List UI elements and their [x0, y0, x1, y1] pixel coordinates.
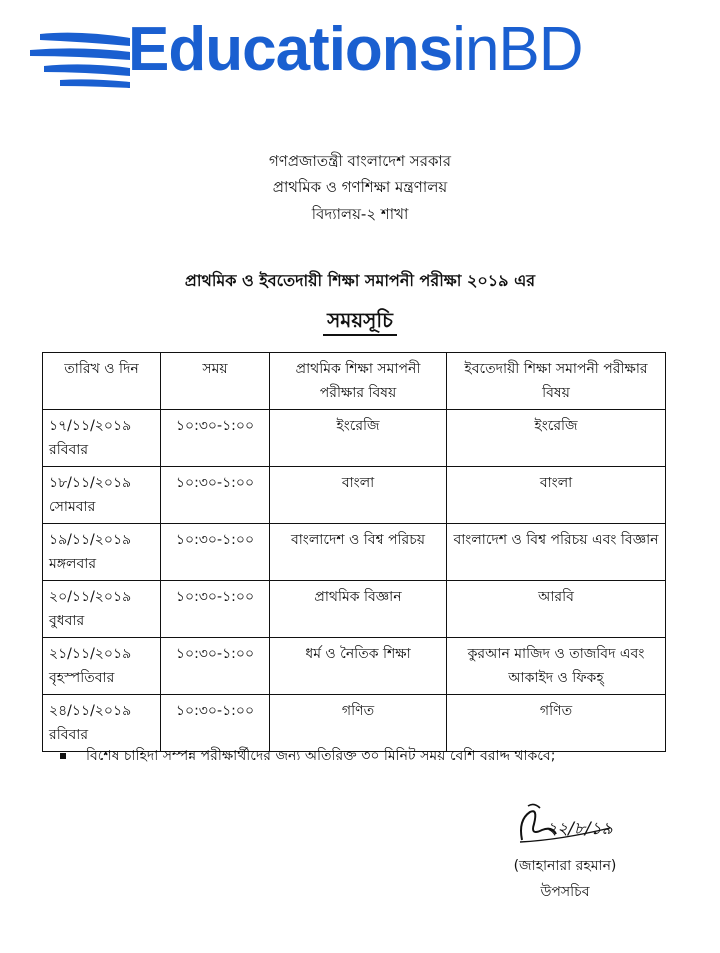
signature-date: ২২/৮/১৯ [546, 819, 613, 839]
table-row [43, 638, 666, 695]
day: বুধবার [49, 613, 85, 629]
table-row [43, 410, 666, 467]
ministry-name: প্রাথমিক ও গণশিক্ষা মন্ত্রণালয় [272, 178, 448, 196]
ebtedayee-subject-cell: ইংরেজি [447, 410, 666, 467]
ebtedayee-subject-cell: আরবি [447, 581, 666, 638]
logo-text [128, 14, 583, 85]
signatory-title: উপসচিব [540, 884, 590, 900]
exam-schedule-table [42, 352, 666, 752]
day: রবিবার [49, 727, 89, 743]
table-row [43, 581, 666, 638]
ebtedayee-subject-cell: কুরআন মাজিদ ও তাজবিদ এবং আকাইদ ও ফিকহ্ [447, 638, 666, 695]
date: ২৪/১১/২০১৯ [49, 703, 132, 719]
time-cell: ১০:৩০-১:০০ [161, 524, 270, 581]
ebtedayee-subject-cell: গণিত [447, 695, 666, 752]
exam-title: প্রাথমিক ও ইবতেদায়ী শিক্ষা সমাপনী পরীক্ষা ২০১৯ এর [184, 271, 536, 290]
government-name: গণপ্রজাতন্ত্রী বাংলাদেশ সরকার [268, 152, 452, 170]
table-row [43, 695, 666, 752]
date: ১৮/১১/২০১৯ [49, 475, 132, 491]
bullet-icon [60, 753, 66, 759]
table-header-row [43, 353, 666, 410]
note-text: বিশেষ চাহিদা সম্পন্ন পরীক্ষার্থীদের জন্য অতিরিক্ত ৩০ মিনিট সময় বেশি বরাদ্দ থাকবে; [86, 748, 556, 764]
schedule-title [0, 306, 720, 339]
table-row [43, 467, 666, 524]
ebtedayee-subject-cell: বাংলাদেশ ও বিশ্ব পরিচয় এবং বিজ্ঞান [447, 524, 666, 581]
date: ২০/১১/২০১৯ [49, 589, 132, 605]
date: ১৭/১১/২০১৯ [49, 418, 132, 434]
date: ১৯/১১/২০১৯ [49, 532, 132, 548]
primary-subject-cell: ধর্ম ও নৈতিক শিক্ষা [270, 638, 447, 695]
day: মঙ্গলবার [49, 556, 97, 572]
special-needs-note [60, 744, 555, 768]
time-cell: ১০:৩০-১:০০ [161, 695, 270, 752]
day: সোমবার [49, 499, 96, 515]
day: রবিবার [49, 442, 89, 458]
time-cell: ১০:৩০-১:০০ [161, 581, 270, 638]
primary-subject-cell: গণিত [270, 695, 447, 752]
header-date-day: তারিখ ও দিন [43, 353, 161, 410]
date-day-cell [43, 467, 161, 524]
time-cell: ১০:৩০-১:০০ [161, 467, 270, 524]
signature-image [500, 800, 630, 850]
site-logo [30, 12, 680, 102]
header-ebtedayee-subject: ইবতেদায়ী শিক্ষা সমাপনী পরীক্ষার বিষয় [447, 353, 666, 410]
primary-subject-cell: ইংরেজি [270, 410, 447, 467]
date-day-cell [43, 638, 161, 695]
signatory-name: (জাহানারা রহমান) [513, 858, 617, 874]
primary-subject-cell: প্রাথমিক বিজ্ঞান [270, 581, 447, 638]
schedule-title-text: সময়সূচি [323, 308, 397, 336]
date: ২১/১১/২০১৯ [49, 646, 132, 662]
ebtedayee-subject-cell: বাংলা [447, 467, 666, 524]
date-day-cell [43, 581, 161, 638]
date-day-cell [43, 695, 161, 752]
primary-subject-cell: বাংলাদেশ ও বিশ্ব পরিচয় [270, 524, 447, 581]
date-day-cell [43, 524, 161, 581]
header-primary-subject: প্রাথমিক শিক্ষা সমাপনী পরীক্ষার বিষয় [270, 353, 447, 410]
date-day-cell [43, 410, 161, 467]
header-time: সময় [161, 353, 270, 410]
branch-name: বিদ্যালয়-২ শাখা [311, 205, 409, 223]
primary-subject-cell: বাংলা [270, 467, 447, 524]
table-row [43, 524, 666, 581]
time-cell: ১০:৩০-১:০০ [161, 638, 270, 695]
day: বৃহস্পতিবার [49, 670, 115, 686]
logo-text-end: inBD [452, 15, 583, 84]
time-cell: ১০:৩০-১:০০ [161, 410, 270, 467]
logo-text-main: Educations [128, 15, 453, 84]
